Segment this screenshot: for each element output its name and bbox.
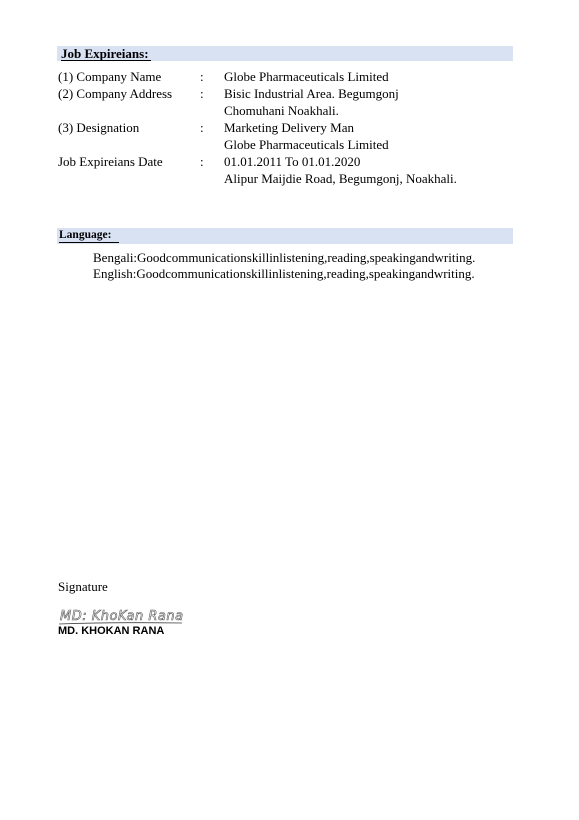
value-line: Chomuhani Noakhali. bbox=[224, 103, 339, 118]
language-bengali: Bengali:Goodcommunicationskillinlistening,reading,speakingandwriting. bbox=[93, 250, 476, 265]
experience-date-value bbox=[224, 153, 457, 187]
language-section-title: Language: bbox=[59, 228, 119, 243]
row-colon: : bbox=[200, 120, 204, 135]
value-line: Bisic Industrial Area. Begumgonj bbox=[224, 86, 399, 101]
signature-label: Signature bbox=[58, 579, 108, 594]
job-section-header bbox=[57, 46, 513, 61]
value-line: Globe Pharmaceuticals Limited bbox=[224, 137, 389, 152]
svg-text:MD: KhoKan Rana: MD: KhoKan Rana bbox=[60, 609, 184, 624]
value-line: Marketing Delivery Man bbox=[224, 120, 354, 135]
row-colon: : bbox=[200, 86, 204, 101]
language-english: English:Goodcommunicationskillinlistening,reading,speakingandwriting. bbox=[93, 266, 475, 281]
row-colon: : bbox=[200, 154, 204, 169]
language-section-header bbox=[57, 228, 513, 244]
handwritten-signature-image bbox=[58, 604, 188, 626]
company-name-label: (1) Company Name bbox=[58, 69, 162, 84]
signature-name: MD. KHOKAN RANA bbox=[58, 625, 165, 637]
company-name-value bbox=[224, 68, 389, 85]
value-line: Alipur Maijdie Road, Begumgonj, Noakhali. bbox=[224, 171, 457, 186]
company-address-value bbox=[224, 85, 399, 119]
row-colon: : bbox=[200, 69, 204, 84]
value-line: Globe Pharmaceuticals Limited bbox=[224, 69, 389, 84]
experience-date-label: Job Expireians Date bbox=[58, 154, 163, 169]
company-address-label: (2) Company Address bbox=[58, 86, 173, 101]
designation-value bbox=[224, 119, 389, 153]
value-line: 01.01.2011 To 01.01.2020 bbox=[224, 154, 361, 169]
designation-label: (3) Designation bbox=[58, 120, 140, 135]
job-section-title: Job Expireians: bbox=[61, 46, 149, 61]
